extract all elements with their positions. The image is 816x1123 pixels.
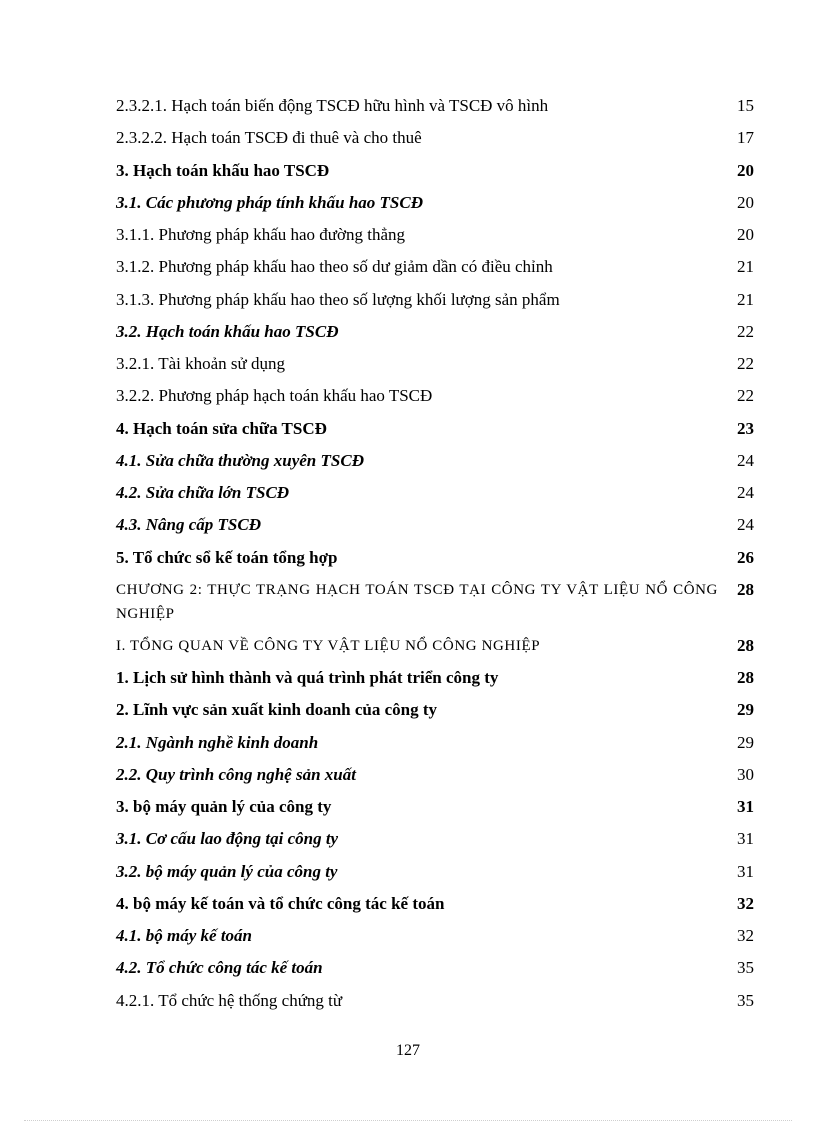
toc-entry-page-number: 28 (737, 579, 754, 599)
toc-entry-page-number: 15 (737, 96, 754, 115)
toc-entry-page-number: 22 (737, 354, 754, 373)
toc-entry-title: 3.1. Cơ cấu lao động tại công ty (116, 829, 339, 849)
page-bottom-rule (24, 1120, 792, 1121)
toc-entry-page-number: 32 (737, 926, 754, 945)
toc-entry (116, 791, 758, 823)
toc-entry-page-number: 17 (737, 128, 754, 148)
toc-entry-title: 3.1.2. Phương pháp khấu hao theo số dư giảm dần có điều chỉnh (116, 257, 553, 277)
toc-entry-title: 3. bộ máy quản lý của công ty (116, 797, 332, 816)
toc-entry-title: 3.1.1. Phương pháp khấu hao đường thẳng (116, 225, 406, 244)
toc-entry (116, 445, 758, 477)
toc-entry-page-number: 24 (737, 483, 754, 502)
toc-entry-title: 1. Lịch sử hình thành và quá trình phát triển công ty (116, 668, 499, 687)
toc-entry-title: 5. Tổ chức sổ kế toán tổng hợp (116, 547, 338, 567)
toc-entry-title: 4. Hạch toán sửa chữa TSCĐ (116, 418, 327, 438)
toc-entry (116, 348, 758, 380)
toc-entry-title: 2.1. Ngành nghề kinh doanh (116, 732, 319, 752)
toc-entry-title: 4.1. bộ máy kế toán (116, 926, 252, 945)
toc-entry-page-number: 31 (737, 829, 754, 849)
toc-entry-title: 4.2. Tổ chức công tác kế toán (116, 958, 323, 978)
toc-entry-page-number: 20 (737, 192, 754, 212)
toc-entry-page-number: 20 (737, 160, 754, 180)
toc-entry (116, 920, 758, 952)
toc-entry-page-number: 35 (737, 990, 754, 1010)
toc-entry-page-number: 28 (737, 635, 754, 655)
page-number: 127 (396, 1042, 420, 1059)
toc-entry-page-number: 21 (737, 257, 754, 277)
toc-entry-title: 2. Lĩnh vực sản xuất kinh doanh của công ty (116, 700, 438, 720)
toc-entry-page-number: 30 (737, 764, 754, 784)
toc-entry (116, 985, 758, 1017)
toc-entry-title: 3.2. bộ máy quản lý của công ty (116, 861, 338, 881)
toc-entry-title: 3.1.3. Phương pháp khấu hao theo số lượng khối lượng sản phẩm (116, 289, 560, 309)
toc-entry-page-number: 26 (737, 547, 754, 567)
toc-entry-page-number: 32 (737, 893, 754, 913)
toc-entry (116, 316, 758, 348)
toc-entry (116, 509, 758, 541)
toc-entry-title: 3.2. Hạch toán khấu hao TSCĐ (116, 321, 339, 341)
toc-entry (116, 662, 758, 694)
toc-entry-page-number: 24 (737, 515, 754, 535)
toc-entry-page-number: 22 (737, 386, 754, 406)
toc-entry (116, 380, 758, 412)
toc-entry-title: 3.2.2. Phương pháp hạch toán khấu hao TSCĐ (116, 386, 433, 406)
toc-entry (116, 823, 758, 855)
toc-entry-page-number: 20 (737, 225, 754, 244)
toc-entry (116, 251, 758, 283)
toc-entry-page-number: 22 (737, 321, 754, 341)
toc-entry-title: CHƯƠNG 2: THỰC TRẠNG HẠCH TOÁN TSCĐ TẠI CÔNG TY VẬT LIỆU NỔ CÔNG NGHIỆP (116, 581, 718, 622)
toc-entry-title: 3.1. Các phương pháp tính khấu hao TSCĐ (116, 192, 423, 212)
toc-entry (116, 122, 758, 154)
toc-entry-title: 4.2.1. Tổ chức hệ thống chứng từ (116, 990, 343, 1010)
toc-entry-title: 3. Hạch toán khấu hao TSCĐ (116, 160, 330, 180)
toc-entry-title: 2.3.2.2. Hạch toán TSCĐ đi thuê và cho thuê (116, 128, 422, 148)
toc-entry (116, 542, 758, 574)
toc-entry-page-number: 31 (737, 797, 754, 816)
toc-entry (116, 284, 758, 316)
toc-entry-title: 2.3.2.1. Hạch toán biến động TSCĐ hữu hình và TSCĐ vô hình (116, 96, 549, 115)
toc-entry-page-number: 21 (737, 289, 754, 309)
toc-entry-title: I. TỔNG QUAN VỀ CÔNG TY VẬT LIỆU NỔ CÔNG NGHIỆP (116, 637, 541, 654)
toc-entry (116, 888, 758, 920)
toc-entry (116, 187, 758, 219)
toc-entry (116, 727, 758, 759)
toc-entry-page-number: 23 (737, 418, 754, 438)
toc-entry (116, 574, 758, 630)
toc-entry (116, 952, 758, 984)
table-of-contents (116, 90, 758, 1017)
toc-entry-title: 4. bộ máy kế toán và tổ chức công tác kế toán (116, 893, 445, 913)
toc-entry-title: 3.2.1. Tài khoản sử dụng (116, 354, 285, 373)
toc-entry (116, 413, 758, 445)
toc-entry (116, 759, 758, 791)
toc-entry (116, 856, 758, 888)
toc-entry-page-number: 24 (737, 450, 754, 470)
toc-entry (116, 219, 758, 251)
toc-entry-page-number: 29 (737, 732, 754, 752)
toc-entry (116, 90, 758, 122)
toc-entry (116, 694, 758, 726)
toc-entry (116, 155, 758, 187)
toc-entry-page-number: 29 (737, 700, 754, 720)
toc-entry-title: 4.2. Sửa chữa lớn TSCĐ (116, 483, 290, 502)
toc-entry-title: 4.1. Sửa chữa thường xuyên TSCĐ (116, 450, 364, 470)
toc-entry (116, 477, 758, 509)
toc-entry-page-number: 31 (737, 861, 754, 881)
toc-entry-page-number: 28 (737, 668, 754, 687)
toc-entry-title: 2.2. Quy trình công nghệ sản xuất (116, 764, 356, 784)
toc-entry-title: 4.3. Nâng cấp TSCĐ (116, 515, 261, 535)
toc-entry (116, 630, 758, 662)
toc-entry-page-number: 35 (737, 958, 754, 978)
